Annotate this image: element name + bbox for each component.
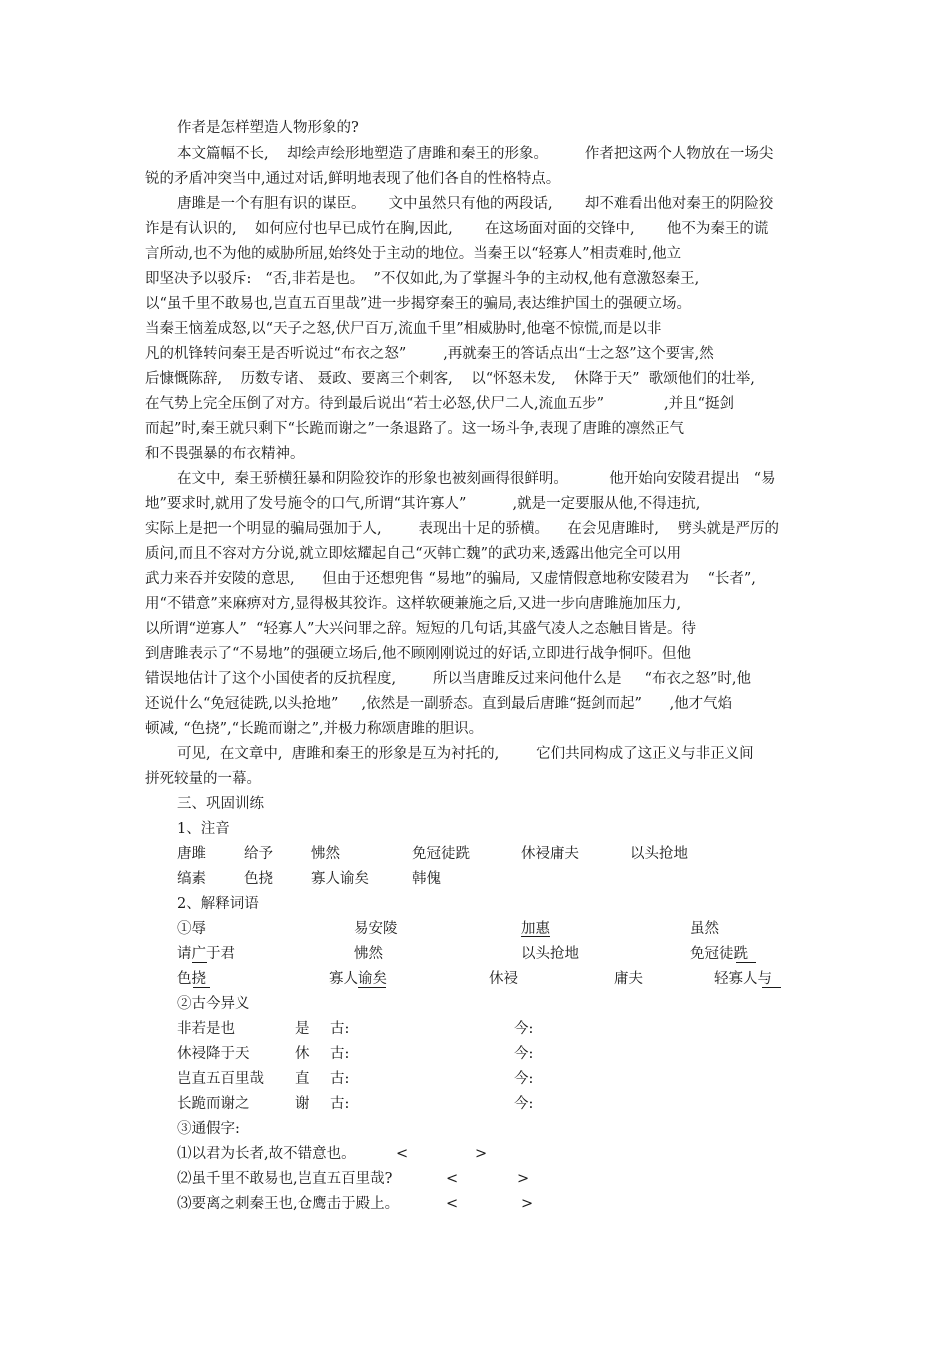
- vocab-term: 加惠: [521, 921, 550, 937]
- gujin-char: 休: [295, 1046, 310, 1062]
- pinyin-term: 免冠徒跣: [412, 846, 470, 862]
- pinyin-term: 怫然: [311, 846, 340, 862]
- paragraph-line: 诈是有认识的, 如何应付也早已成竹在胸,因此, 在这场面对面的交锋中, 他不为秦王的谎: [145, 221, 769, 237]
- gujin-jin: 今:: [514, 1071, 534, 1087]
- subsection-heading: 2、解释词语: [177, 896, 259, 912]
- paragraph-line: 以“虽千里不敢易也,岂直五百里哉”进一步揭穿秦王的骗局,表达维护国土的强硬立场。: [145, 296, 692, 312]
- tongjia-sentence: ⑶要离之刺秦王也,仓鹰击于殿上。: [177, 1196, 400, 1212]
- section-heading: 三、巩固训练: [177, 796, 264, 812]
- paragraph-line: 言所动,也不为他的威胁所屈,始终处于主动的地位。当秦王以“轻寡人”相责难时,他立: [145, 246, 682, 262]
- pinyin-term: 韩傀: [412, 871, 441, 887]
- paragraph-line: 本文篇幅不长, 却绘声绘形地塑造了唐雎和秦王的形象。 作者把这两个人物放在一场尖: [177, 146, 774, 162]
- paragraph-line: 还说什么“免冠徒跣,以头抢地” ,依然是一副骄态。直到最后唐雎“挺剑而起” ,他才气焰: [145, 696, 733, 712]
- vocab-subheading: ①辱: [177, 921, 206, 937]
- underline-mark: [358, 987, 386, 988]
- vocab-subheading: ②古今异义: [177, 996, 250, 1012]
- paragraph-line: 以所谓“逆寡人” “轻寡人”大兴问罪之辞。短短的几句话,其盛气凌人之态触目皆是。待: [145, 621, 696, 637]
- paragraph-line: 顿减, “色挠”,“长跪而谢之”,并极力称颂唐雎的胆识。: [145, 721, 484, 737]
- vocab-term: 寡人谕矣: [329, 971, 387, 987]
- gujin-char: 直: [295, 1071, 310, 1087]
- underline-mark: [193, 987, 210, 988]
- gujin-char: 谢: [295, 1096, 310, 1112]
- pinyin-term: 寡人谕矣: [311, 871, 369, 887]
- paragraph-line: 锐的矛盾冲突当中,通过对话,鲜明地表现了他们各自的性格特点。: [145, 171, 561, 187]
- vocab-subheading: ③通假字:: [177, 1121, 240, 1137]
- vocab-term: 色挠: [177, 971, 206, 987]
- gujin-gu: 古:: [330, 1021, 350, 1037]
- underline-mark: [736, 962, 756, 963]
- vocab-term: 易安陵: [354, 921, 398, 937]
- pinyin-term: 给予: [244, 846, 273, 862]
- pinyin-term: 以头抢地: [630, 846, 688, 862]
- gujin-jin: 今:: [514, 1021, 534, 1037]
- paragraph-line: 凡的机锋转问秦王是否听说过“布衣之怒” ,再就秦王的答话点出“士之怒”这个要害,然: [145, 346, 714, 362]
- pinyin-term: 缟素: [177, 871, 206, 887]
- pinyin-term: 色挠: [244, 871, 273, 887]
- vocab-term: 请广于君: [177, 946, 235, 962]
- paragraph-line: 实际上是把一个明显的骗局强加于人, 表现出十足的骄横。 在会见唐雎时, 劈头就是严厉的: [145, 521, 779, 537]
- tongjia-sentence: ⑵虽千里不敢易也,岂直五百里哉?: [177, 1171, 393, 1187]
- paragraph-line: 错误地估计了这个小国使者的反抗程度, 所以当唐雎反过来问他什么是 “布衣之怒”时,他: [145, 671, 751, 687]
- vocab-term: 免冠徒跣: [690, 946, 748, 962]
- blank-close-bracket: >: [521, 1196, 534, 1212]
- blank-close-bracket: >: [517, 1171, 530, 1187]
- blank-close-bracket: >: [475, 1146, 488, 1162]
- paragraph-line: 后慷慨陈辞, 历数专诸、 聂政、要离三个刺客, 以“怀怒未发, 休降于天” 歌颂他们的壮举,: [145, 371, 755, 387]
- vocab-term: 虽然: [690, 921, 719, 937]
- vocab-term: 休祲: [489, 971, 518, 987]
- paragraph-line: 在文中, 秦王骄横狂暴和阴险狡诈的形象也被刻画得很鲜明。 他开始向安陵君提出 “易: [177, 471, 776, 487]
- gujin-phrase: 非若是也: [177, 1021, 235, 1037]
- paragraph-line: 用“不错意”来麻痹对方,显得极其狡诈。这样软硬兼施之后,又进一步向唐雎施加压力,: [145, 596, 682, 612]
- vocab-term: 庸夫: [614, 971, 643, 987]
- question-title: 作者是怎样塑造人物形象的?: [177, 120, 359, 136]
- gujin-phrase: 长跪而谢之: [177, 1096, 250, 1112]
- gujin-gu: 古:: [330, 1071, 350, 1087]
- paragraph-line: 和不畏强暴的布衣精神。: [145, 446, 305, 462]
- blank-open-bracket: <: [396, 1146, 409, 1162]
- vocab-term: 怫然: [354, 946, 383, 962]
- underline-mark: [192, 962, 207, 963]
- paragraph-line: 在气势上完全压倒了对方。待到最后说出“若士必怒,伏尸二人,流血五步” ,并且“挺剑: [145, 396, 734, 412]
- paragraph-line: 地”要求时,就用了发号施令的口气,所谓“其许寡人” ,就是一定要服从他,不得违抗,: [145, 496, 701, 512]
- vocab-term: 以头抢地: [521, 946, 579, 962]
- paragraph-line: 即坚决予以驳斥: “否,非若是也。 ”不仅如此,为了掌握斗争的主动权,他有意激怒秦王,: [145, 271, 700, 287]
- blank-open-bracket: <: [446, 1196, 459, 1212]
- underline-mark: [762, 987, 781, 988]
- gujin-phrase: 休祲降于天: [177, 1046, 250, 1062]
- vocab-term: 轻寡人与: [714, 971, 772, 987]
- paragraph-line: 拼死较量的一幕。: [145, 771, 261, 787]
- gujin-jin: 今:: [514, 1096, 534, 1112]
- paragraph-line: 唐雎是一个有胆有识的谋臣。 文中虽然只有他的两段话, 却不难看出他对秦王的阴险狡: [177, 196, 774, 212]
- blank-open-bracket: <: [446, 1171, 459, 1187]
- paragraph-line: 武力来吞并安陵的意思, 但由于还想兜售 “易地”的骗局, 又虚情假意地称安陵君为 “长者”,: [145, 571, 756, 587]
- gujin-char: 是: [295, 1021, 310, 1037]
- paragraph-line: 到唐雎表示了“不易地”的强硬立场后,他不顾刚刚说过的好话,立即进行战争恫吓。但他: [145, 646, 692, 662]
- paragraph-line: 可见, 在文章中, 唐雎和秦王的形象是互为衬托的, 它们共同构成了这正义与非正义间: [177, 746, 754, 762]
- tongjia-sentence: ⑴以君为长者,故不错意也。: [177, 1146, 356, 1162]
- gujin-gu: 古:: [330, 1046, 350, 1062]
- paragraph-line: 当秦王恼羞成怒,以“天子之怒,伏尸百万,流血千里”相威胁时,他毫不惊慌,而是以非: [145, 321, 662, 337]
- paragraph-line: 而起”时,秦王就只剩下“长跪而谢之”一条退路了。这一场斗争,表现了唐雎的凛然正气: [145, 421, 684, 437]
- gujin-phrase: 岂直五百里哉: [177, 1071, 264, 1087]
- paragraph-line: 质问,而且不容对方分说,就立即炫耀起自己“灭韩亡魏”的武功来,透露出他完全可以用: [145, 546, 682, 562]
- pinyin-term: 唐雎: [177, 846, 206, 862]
- pinyin-term: 休祲庸夫: [521, 846, 579, 862]
- subsection-heading: 1、注音: [177, 821, 230, 837]
- gujin-jin: 今:: [514, 1046, 534, 1062]
- gujin-gu: 古:: [330, 1096, 350, 1112]
